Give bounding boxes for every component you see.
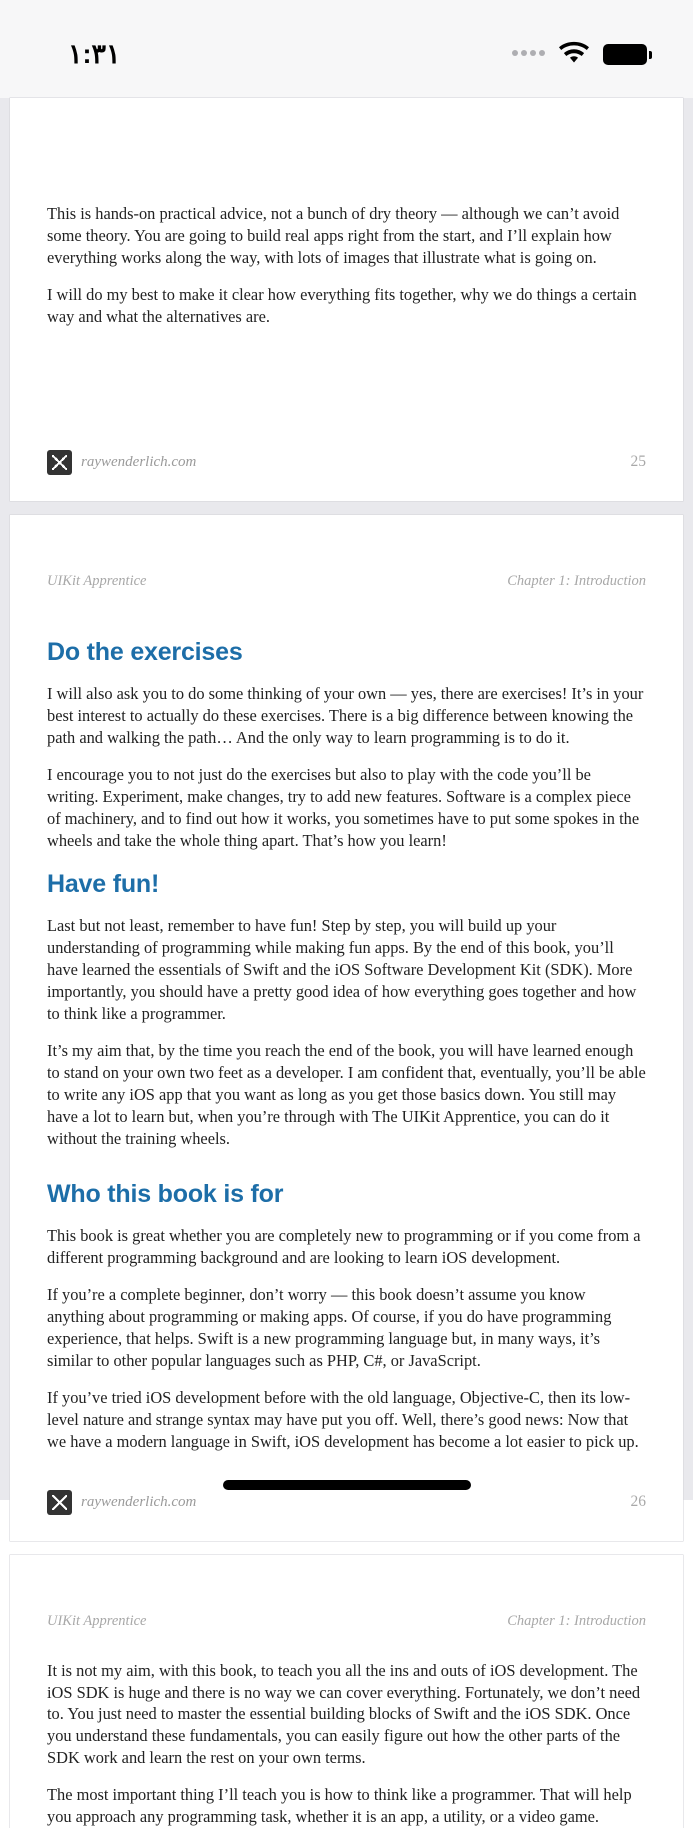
status-bar — [0, 0, 693, 88]
page-number: 25 — [630, 453, 646, 471]
page-header — [47, 515, 646, 620]
paragraph: I will do my best to make it clear how everything fits together, why we do things a certain way and what the alternatives are. — [47, 284, 637, 326]
status-time: ١:٣١ — [68, 38, 121, 69]
pdf-page-25[interactable] — [10, 98, 683, 501]
header-right: Chapter 1: Introduction — [507, 572, 646, 589]
cellular-dots-icon — [512, 50, 545, 56]
page-footer — [47, 428, 646, 501]
footer-brand: raywenderlich.com — [81, 453, 197, 470]
paragraph: If you’re a complete beginner, don’t worry — this book doesn’t assume you know anything about programming or making apps. Of course, if you do have programming experience, that helps. Swift is a new programming language but, in many ways, it’s similar to other popular languages such as PHP, C#, or JavaScript. — [47, 1284, 612, 1370]
paragraph: I will also ask you to do some thinking of your own — yes, there are exercises! It’s in your best interest to actually do these exercises. There is a big difference between knowing the path and walking the path… And the only way to learn programming is to do it. — [47, 683, 644, 747]
wifi-icon — [559, 43, 589, 65]
header-left: UIKit Apprentice — [47, 572, 147, 589]
section-heading: Who this book is for — [47, 1179, 284, 1208]
section-heading: Do the exercises — [47, 637, 243, 666]
pdf-page-26[interactable] — [10, 515, 683, 1541]
paragraph: This book is great whether you are completely new to programming or if you come from a different programming background and are looking to learn iOS development. — [47, 1225, 641, 1267]
footer-brand: raywenderlich.com — [81, 1493, 197, 1510]
battery-full-icon — [603, 44, 647, 65]
paragraph: It is not my aim, with this book, to teach you all the ins and outs of iOS development. The iOS SDK is huge and there is no way we can cover everything. Fortunately, we don’t need to. You just need to master the essential building blocks of Swift and the iOS SDK. Once you understand these fundamentals, you can easily figure out how the other parts of the SDK work and learn the rest on your own terms. — [47, 1660, 641, 1768]
page-footer — [47, 1468, 646, 1541]
pdf-page-27[interactable] — [10, 1555, 683, 1828]
status-indicators — [512, 43, 647, 65]
raywenderlich-logo-icon — [47, 1490, 72, 1515]
paragraph: I encourage you to not just do the exercises but also to play with the code you’ll be writing. Experiment, make changes, try to add new features. Software is a complex piece of machinery, and to find out how it works, you sometimes have to put some spokes in the wheels and take the whole thing apart. That’s how you learn! — [47, 764, 640, 850]
raywenderlich-logo-icon — [47, 450, 72, 475]
paragraph: It’s my aim that, by the time you reach the end of the book, you will have learned enough to stand on your own two feet as a developer. I am confident that, eventually, you’ll be able to write any iOS app that you want as long as you get those basics down. You still may have a lot to learn but, when you’re through with The UIKit Apprentice, you can do it without the training wheels. — [47, 1040, 646, 1148]
paragraph: Last but not least, remember to have fun! Step by step, you will build up your understanding of programming while making fun apps. By the end of this book, you’ll have learned the essentials of Swift and the iOS Software Development Kit (SDK). More importantly, you should have a pretty good idea of how everything goes together and how to think like a programmer. — [47, 915, 637, 1023]
paragraph: This is hands-on practical advice, not a bunch of dry theory — although we can’t avoid some theory. You are going to build real apps right from the start, and I’ll explain how everything works along the way, with lots of images that illustrate what is going on. — [47, 204, 620, 267]
pdf-scroll-view[interactable] — [0, 98, 693, 1827]
header-right: Chapter 1: Introduction — [507, 1612, 646, 1629]
paragraph: If you’ve tried iOS development before with the old language, Objective-C, then its low-level nature and strange syntax may have put you off. Well, there’s good news: Now that we have a modern language in Swift, iOS development has become a lot easier to pick up. — [47, 1387, 639, 1451]
page-number: 26 — [630, 1493, 646, 1511]
home-indicator[interactable] — [223, 1480, 471, 1490]
header-left: UIKit Apprentice — [47, 1612, 147, 1629]
page-header — [47, 1555, 646, 1660]
section-heading: Have fun! — [47, 869, 160, 898]
paragraph: The most important thing I’ll teach you is how to think like a programmer. That will help you approach any programming task, whether it is an app, a utility, or a video game. — [47, 1785, 632, 1827]
